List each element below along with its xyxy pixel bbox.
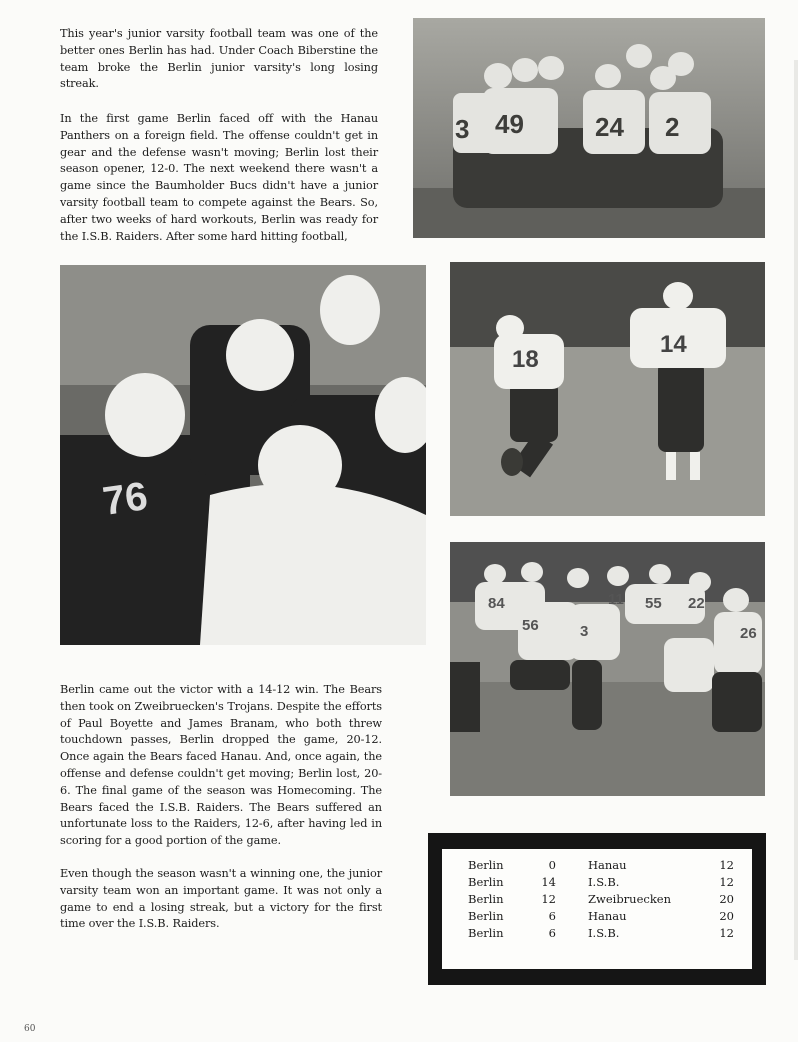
- opponent-name: Zweibruecken: [588, 892, 672, 906]
- score-row: [468, 857, 734, 874]
- kickoff-photo: [450, 262, 765, 516]
- jersey-number: 18: [512, 346, 539, 373]
- closing-paragraph: Even though the season wasn't a winning one, the junior varsity team won an important game. It was not only a game to end a losing streak, but a victory for the first time over the I.S.B. Raiders.: [60, 867, 382, 931]
- team-score: 6: [548, 926, 556, 940]
- jersey-number: 26: [740, 625, 757, 642]
- season-recap-paragraph: Berlin came out the victor with a 14-12 win. The Bears then took on Zweibruecken's Trojans. Despite the efforts of Paul Boyette and James Branam, who both threw touchdown passes, Berlin dropped the game, 20-12. Once again the Bears faced Hanau. And, once again, the offense and defense couldn't get moving; Berlin lost, 20-6. The final game of the season was Homecoming. The Bears faced the I.S.B. Raiders. The Bears suffered an unfortunate loss to the Raiders, 12-6, after having led in scoring for a good portion of the game.: [60, 683, 382, 848]
- jersey-number: 56: [522, 617, 539, 634]
- season-scoreboard: [428, 833, 766, 985]
- line-of-scrimmage-photo: [60, 265, 426, 645]
- team-name: Berlin: [468, 892, 504, 906]
- jersey-number: 22: [688, 595, 705, 612]
- opponent-score: 20: [719, 909, 734, 923]
- opponent-score: 12: [719, 858, 734, 872]
- huddle-photo: [413, 18, 765, 238]
- opponent-score: 20: [719, 892, 734, 906]
- team-score: 14: [541, 875, 556, 889]
- score-row: [468, 891, 734, 908]
- team-score: 12: [541, 892, 556, 906]
- score-row: [468, 874, 734, 891]
- opponent-name: Hanau: [588, 858, 627, 872]
- score-table: [468, 857, 734, 942]
- team-score: 0: [548, 858, 556, 872]
- score-row: [468, 925, 734, 942]
- jersey-number: 49: [495, 109, 524, 139]
- opponent-name: Hanau: [588, 909, 627, 923]
- jersey-number: 14: [660, 331, 687, 358]
- team-score: 6: [548, 909, 556, 923]
- team-name: Berlin: [468, 875, 504, 889]
- page-edge: [794, 60, 798, 960]
- team-name: Berlin: [468, 926, 504, 940]
- opponent-score: 12: [719, 926, 734, 940]
- opponent-name: I.S.B.: [588, 926, 620, 940]
- jersey-number: 2: [665, 112, 680, 142]
- opponent-score: 12: [719, 875, 734, 889]
- team-name: Berlin: [468, 858, 504, 872]
- score-row: [468, 908, 734, 925]
- first-game-paragraph: In the first game Berlin faced off with the Hanau Panthers on a foreign field. The offense couldn't get in gear and the defense wasn't moving; Berlin lost their season opener, 12-0. The next weekend there wasn't a game since the Baumholder Bucs didn't have a junior varsity football team to compete against the Bears. So, after two weeks of hard workouts, Berlin was ready for the I.S.B. Raiders. After some hard hitting football,: [60, 112, 378, 243]
- opponent-name: I.S.B.: [588, 875, 620, 889]
- page-number: 60: [24, 1024, 36, 1034]
- jersey-number: 11: [608, 591, 624, 608]
- jersey-number: 55: [645, 595, 662, 612]
- jersey-number: 76: [100, 474, 151, 524]
- team-name: Berlin: [468, 909, 504, 923]
- jersey-number: 84: [488, 595, 505, 612]
- jersey-number: 3: [580, 623, 589, 640]
- intro-paragraph: This year's junior varsity football team was one of the better ones Berlin has had. Under Coach Biberstine the team broke the Berlin junior varsity's long losing streak.: [60, 27, 378, 91]
- jersey-number: 3: [455, 114, 470, 144]
- jersey-number: 24: [595, 112, 624, 142]
- game-action-photo: [450, 542, 765, 796]
